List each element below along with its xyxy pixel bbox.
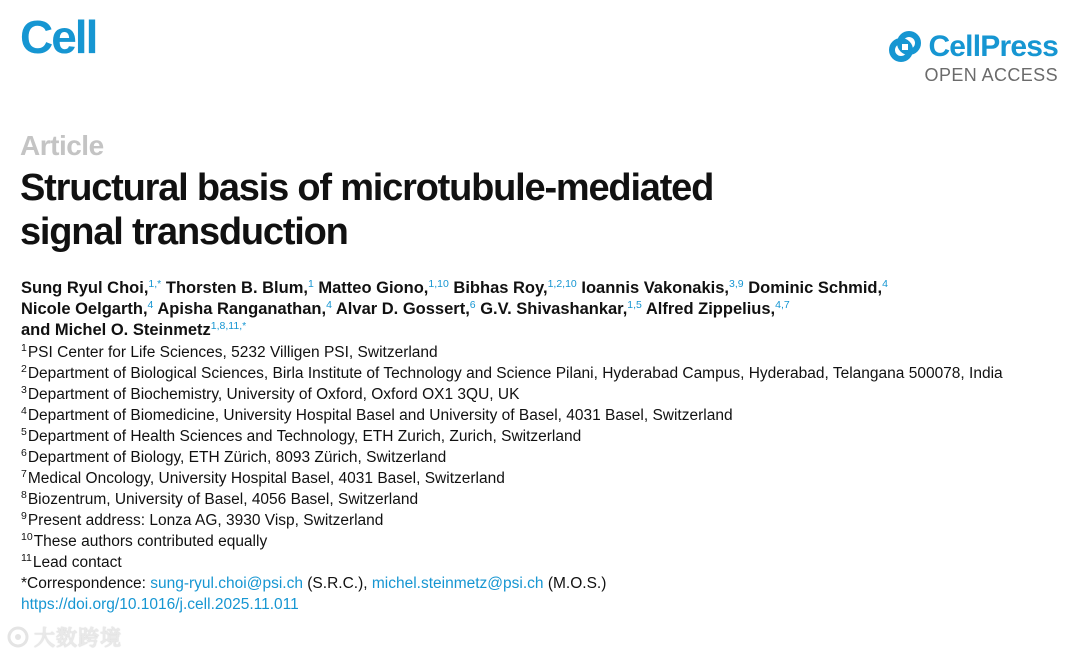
- journal-logo: Cell: [20, 11, 97, 63]
- correspondence-initials: (M.O.S.): [543, 575, 607, 592]
- watermark: [6, 622, 122, 652]
- affiliation-number: 1: [21, 342, 27, 354]
- author: Bibhas Roy,$^{1,2,10}$: [453, 278, 577, 297]
- affiliation-number: 11: [21, 552, 32, 564]
- affiliation: $^3$Department of Biochemistry, University of Oxford, Oxford OX1 3QU, UK: [21, 384, 520, 403]
- author: and Michel O. Steinmetz$^{1,8,11,*}$: [21, 320, 247, 339]
- correspondence: [21, 573, 1066, 594]
- author-affiliation-marker: 1,8,11,*: [210, 320, 247, 332]
- author-affiliation-marker: 4: [326, 299, 332, 311]
- author-affiliation-marker: 3,9: [729, 278, 744, 290]
- email-link-steinmetz[interactable]: michel.steinmetz@psi.ch: [371, 575, 544, 592]
- author: Alvar D. Gossert,$^6$: [335, 299, 476, 318]
- affiliation-number: 3: [21, 384, 27, 396]
- author: Apisha Ranganathan,$^4$: [157, 299, 332, 318]
- author: G.V. Shivashankar,$^{1,5}$: [480, 299, 642, 318]
- watermark-text: 大数跨境: [34, 627, 122, 650]
- affiliation-number: 7: [21, 468, 27, 480]
- author: Matteo Giono,$^{1,10}$: [318, 278, 449, 297]
- affiliation: $^1$PSI Center for Life Sciences, 5232 Villigen PSI, Switzerland: [21, 342, 438, 361]
- author-affiliation-marker: 6: [469, 299, 476, 311]
- author: Sung Ryul Choi,$^{1,*}$: [21, 278, 162, 297]
- affiliation: $^{11}$Lead contact: [21, 552, 122, 571]
- cellpress-logo-icon: [888, 30, 922, 64]
- affiliation: $^5$Department of Health Sciences and Technology, ETH Zurich, Zurich, Switzerland: [21, 426, 582, 445]
- affiliation: $^9$Present address: Lonza AG, 3930 Visp, Switzerland: [21, 510, 384, 529]
- correspondence-label: *Correspondence:: [21, 575, 151, 592]
- article-type-label: Article: [20, 130, 104, 161]
- affiliation: $^6$Department of Biology, ETH Zürich, 8093 Zürich, Switzerland: [21, 447, 447, 466]
- affiliation-number: 2: [21, 363, 27, 375]
- correspondence-initials: (S.R.C.),: [302, 575, 372, 592]
- doi-link[interactable]: https://doi.org/10.1016/j.cell.2025.11.011: [21, 596, 299, 613]
- author-list: [21, 278, 1066, 341]
- affiliation: $^{10}$These authors contributed equally: [21, 531, 268, 550]
- author: Dominic Schmid,$^4$: [748, 278, 888, 297]
- affiliation-list: [21, 342, 1066, 615]
- author: Nicole Oelgarth,$^4$: [21, 299, 154, 318]
- author-affiliation-marker: 1,5: [627, 299, 642, 311]
- affiliation: $^2$Department of Biological Sciences, Birla Institute of Technology and Science Pilani, Hyderabad Campus, Hyderabad, Telangana 500078, India: [21, 363, 1003, 382]
- author-affiliation-marker: 4: [882, 278, 888, 290]
- affiliation: $^4$Department of Biomedicine, University Hospital Basel and University of Basel, 4031 Basel, Switzerland: [21, 405, 733, 424]
- affiliation-number: 4: [21, 405, 27, 417]
- affiliation: $^8$Biozentrum, University of Basel, 4056 Basel, Switzerland: [21, 489, 419, 508]
- author-affiliation-marker: 1,2,10: [547, 278, 577, 290]
- affiliation-number: 10: [21, 531, 33, 543]
- author-affiliation-marker: 1: [307, 278, 314, 290]
- affiliation-number: 6: [21, 447, 27, 459]
- author: Thorsten B. Blum,$^1$: [165, 278, 314, 297]
- doi-line: [21, 594, 1066, 615]
- open-access-label: OPEN ACCESS: [924, 65, 1058, 85]
- author-affiliation-marker: 4: [147, 299, 154, 311]
- watermark-logo-icon: [6, 625, 30, 649]
- author-affiliation-marker: 1,*: [148, 278, 162, 290]
- author-affiliation-marker: 4,7: [775, 299, 790, 311]
- email-link-choi[interactable]: sung-ryul.choi@psi.ch: [150, 575, 303, 592]
- article-title: [20, 166, 920, 254]
- author: Ioannis Vakonakis,$^{3,9}$: [581, 278, 744, 297]
- article-title-line-1: Structural basis of microtubule-mediated: [20, 167, 714, 209]
- publisher-row: [888, 30, 1058, 64]
- affiliation-number: 8: [21, 489, 27, 501]
- affiliation-number: 9: [21, 510, 27, 522]
- article-title-line-2: signal transduction: [20, 211, 348, 253]
- publisher-badge: [888, 30, 1058, 84]
- author-affiliation-marker: 1,10: [428, 278, 449, 290]
- affiliation-number: 5: [21, 426, 27, 438]
- author: Alfred Zippelius,$^{4,7}$: [645, 299, 790, 318]
- publisher-name: CellPress: [928, 30, 1058, 63]
- affiliation: $^7$Medical Oncology, University Hospital Basel, 4031 Basel, Switzerland: [21, 468, 505, 487]
